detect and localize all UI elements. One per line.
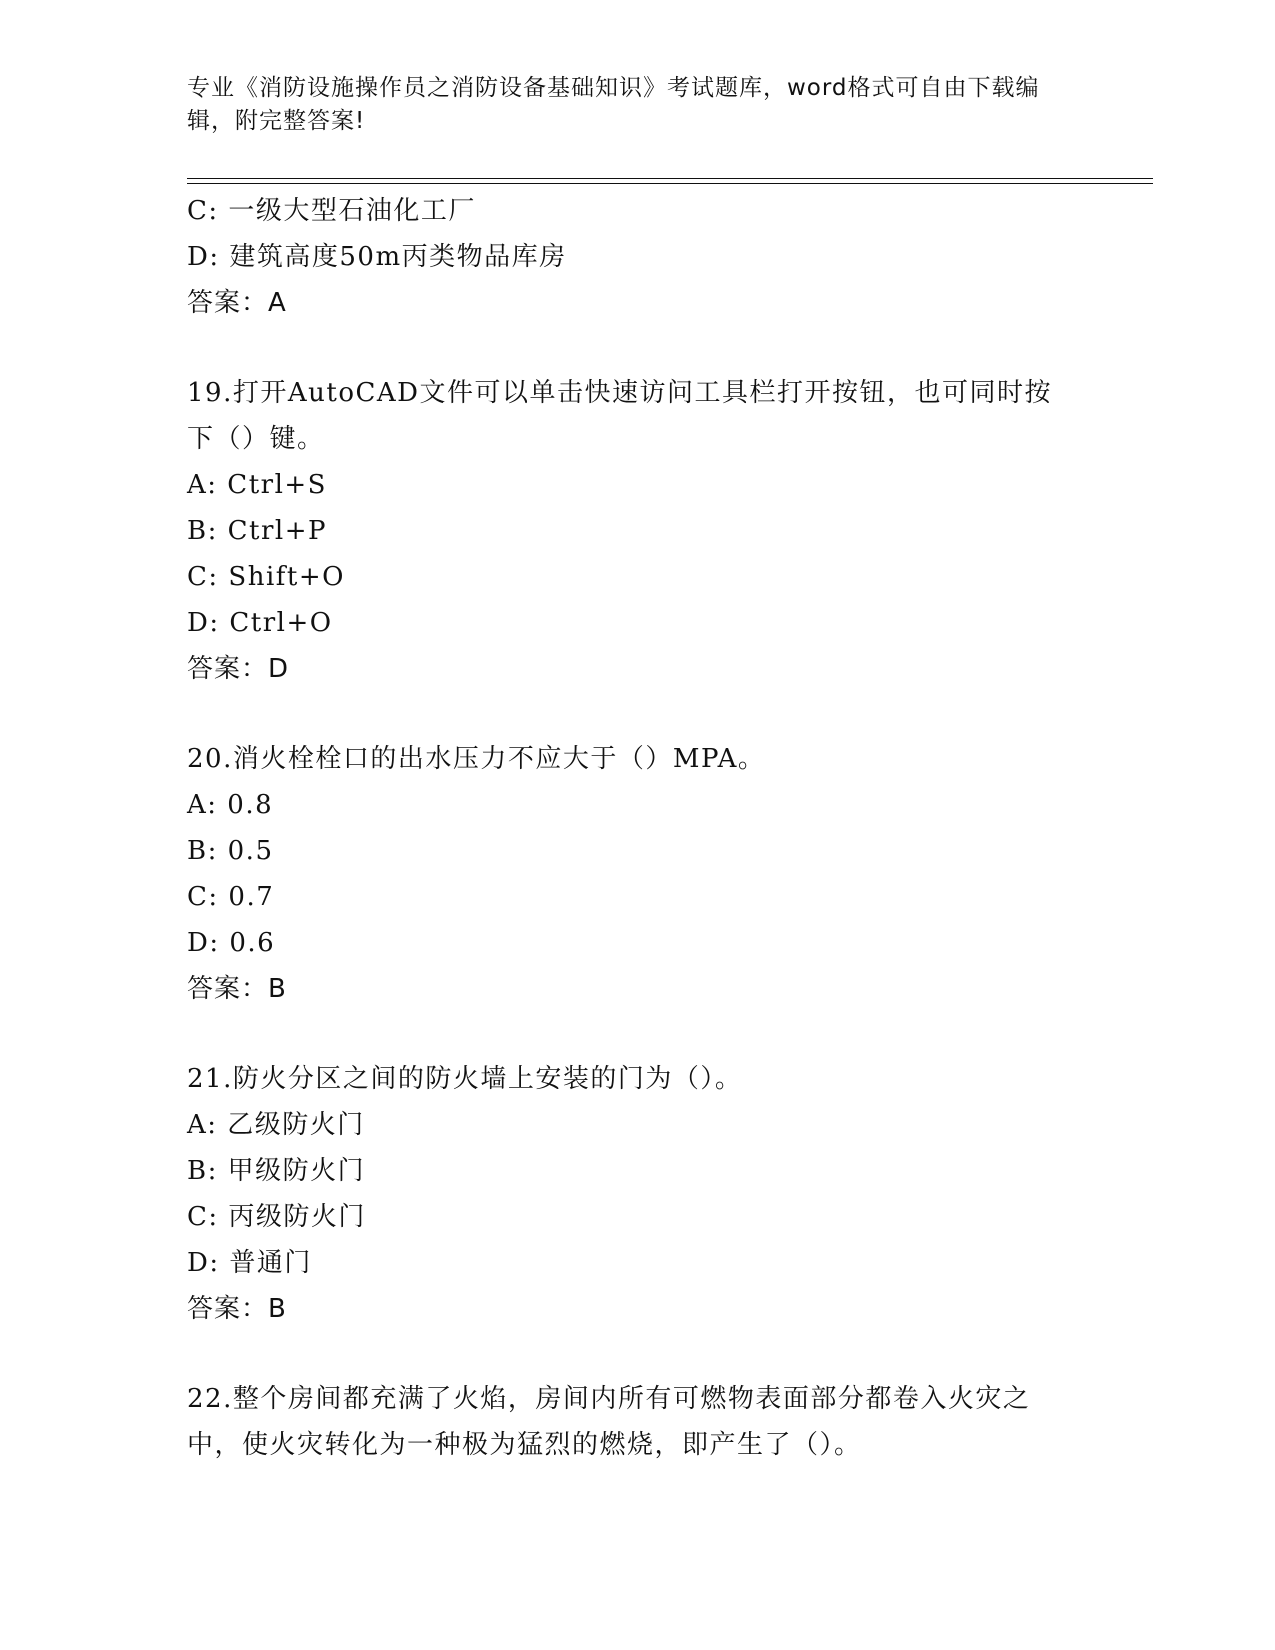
spacer: [187, 692, 1087, 736]
question-text: 22.整个房间都充满了火焰，房间内所有可燃物表面部分都卷入火灾之中，使火灾转化为一种极为猛烈的燃烧，即产生了（）。: [187, 1384, 1031, 1460]
header-divider-top: [187, 178, 1153, 179]
option-b: B: 甲级防火门: [187, 1156, 366, 1186]
option-c: C: Shift+O: [187, 562, 345, 592]
answer-line: 答案：B: [187, 1294, 287, 1324]
question-20: [187, 736, 1087, 1012]
option-a: A: 乙级防火门: [187, 1110, 365, 1140]
option-c: C: 一级大型石油化工厂: [187, 196, 476, 226]
question-22: [187, 1376, 1087, 1468]
question-text: 20.消火栓栓口的出水压力不应大于（）MPA。: [187, 744, 766, 774]
question-19: [187, 370, 1087, 692]
option-b: B: Ctrl+P: [187, 516, 327, 546]
option-d: D: 普通门: [187, 1248, 312, 1278]
answer-line: 答案：A: [187, 288, 287, 318]
option-a: A: Ctrl+S: [187, 470, 327, 500]
question-text: 19.打开AutoCAD文件可以单击快速访问工具栏打开按钮，也可同时按下（）键。: [187, 378, 1052, 454]
option-d: D: 建筑高度50m丙类物品库房: [187, 242, 567, 272]
option-c: C: 0.7: [187, 882, 275, 912]
question-18-continuation: [187, 188, 1087, 326]
question-text: 21.防火分区之间的防火墙上安装的门为（）。: [187, 1064, 743, 1094]
question-list: [187, 188, 1087, 1468]
question-21: [187, 1056, 1087, 1332]
answer-line: 答案：D: [187, 654, 290, 684]
option-d: D: 0.6: [187, 928, 276, 958]
option-d: D: Ctrl+O: [187, 608, 333, 638]
answer-line: 答案：B: [187, 974, 287, 1004]
header-divider-bottom: [187, 183, 1153, 184]
spacer: [187, 326, 1087, 370]
option-b: B: 0.5: [187, 836, 274, 866]
spacer: [187, 1012, 1087, 1056]
spacer: [187, 1332, 1087, 1376]
option-a: A: 0.8: [187, 790, 274, 820]
document-header: 专业《消防设施操作员之消防设备基础知识》考试题库，word格式可自由下载编辑，附完整答案!: [187, 75, 1040, 134]
option-c: C: 丙级防火门: [187, 1202, 366, 1232]
